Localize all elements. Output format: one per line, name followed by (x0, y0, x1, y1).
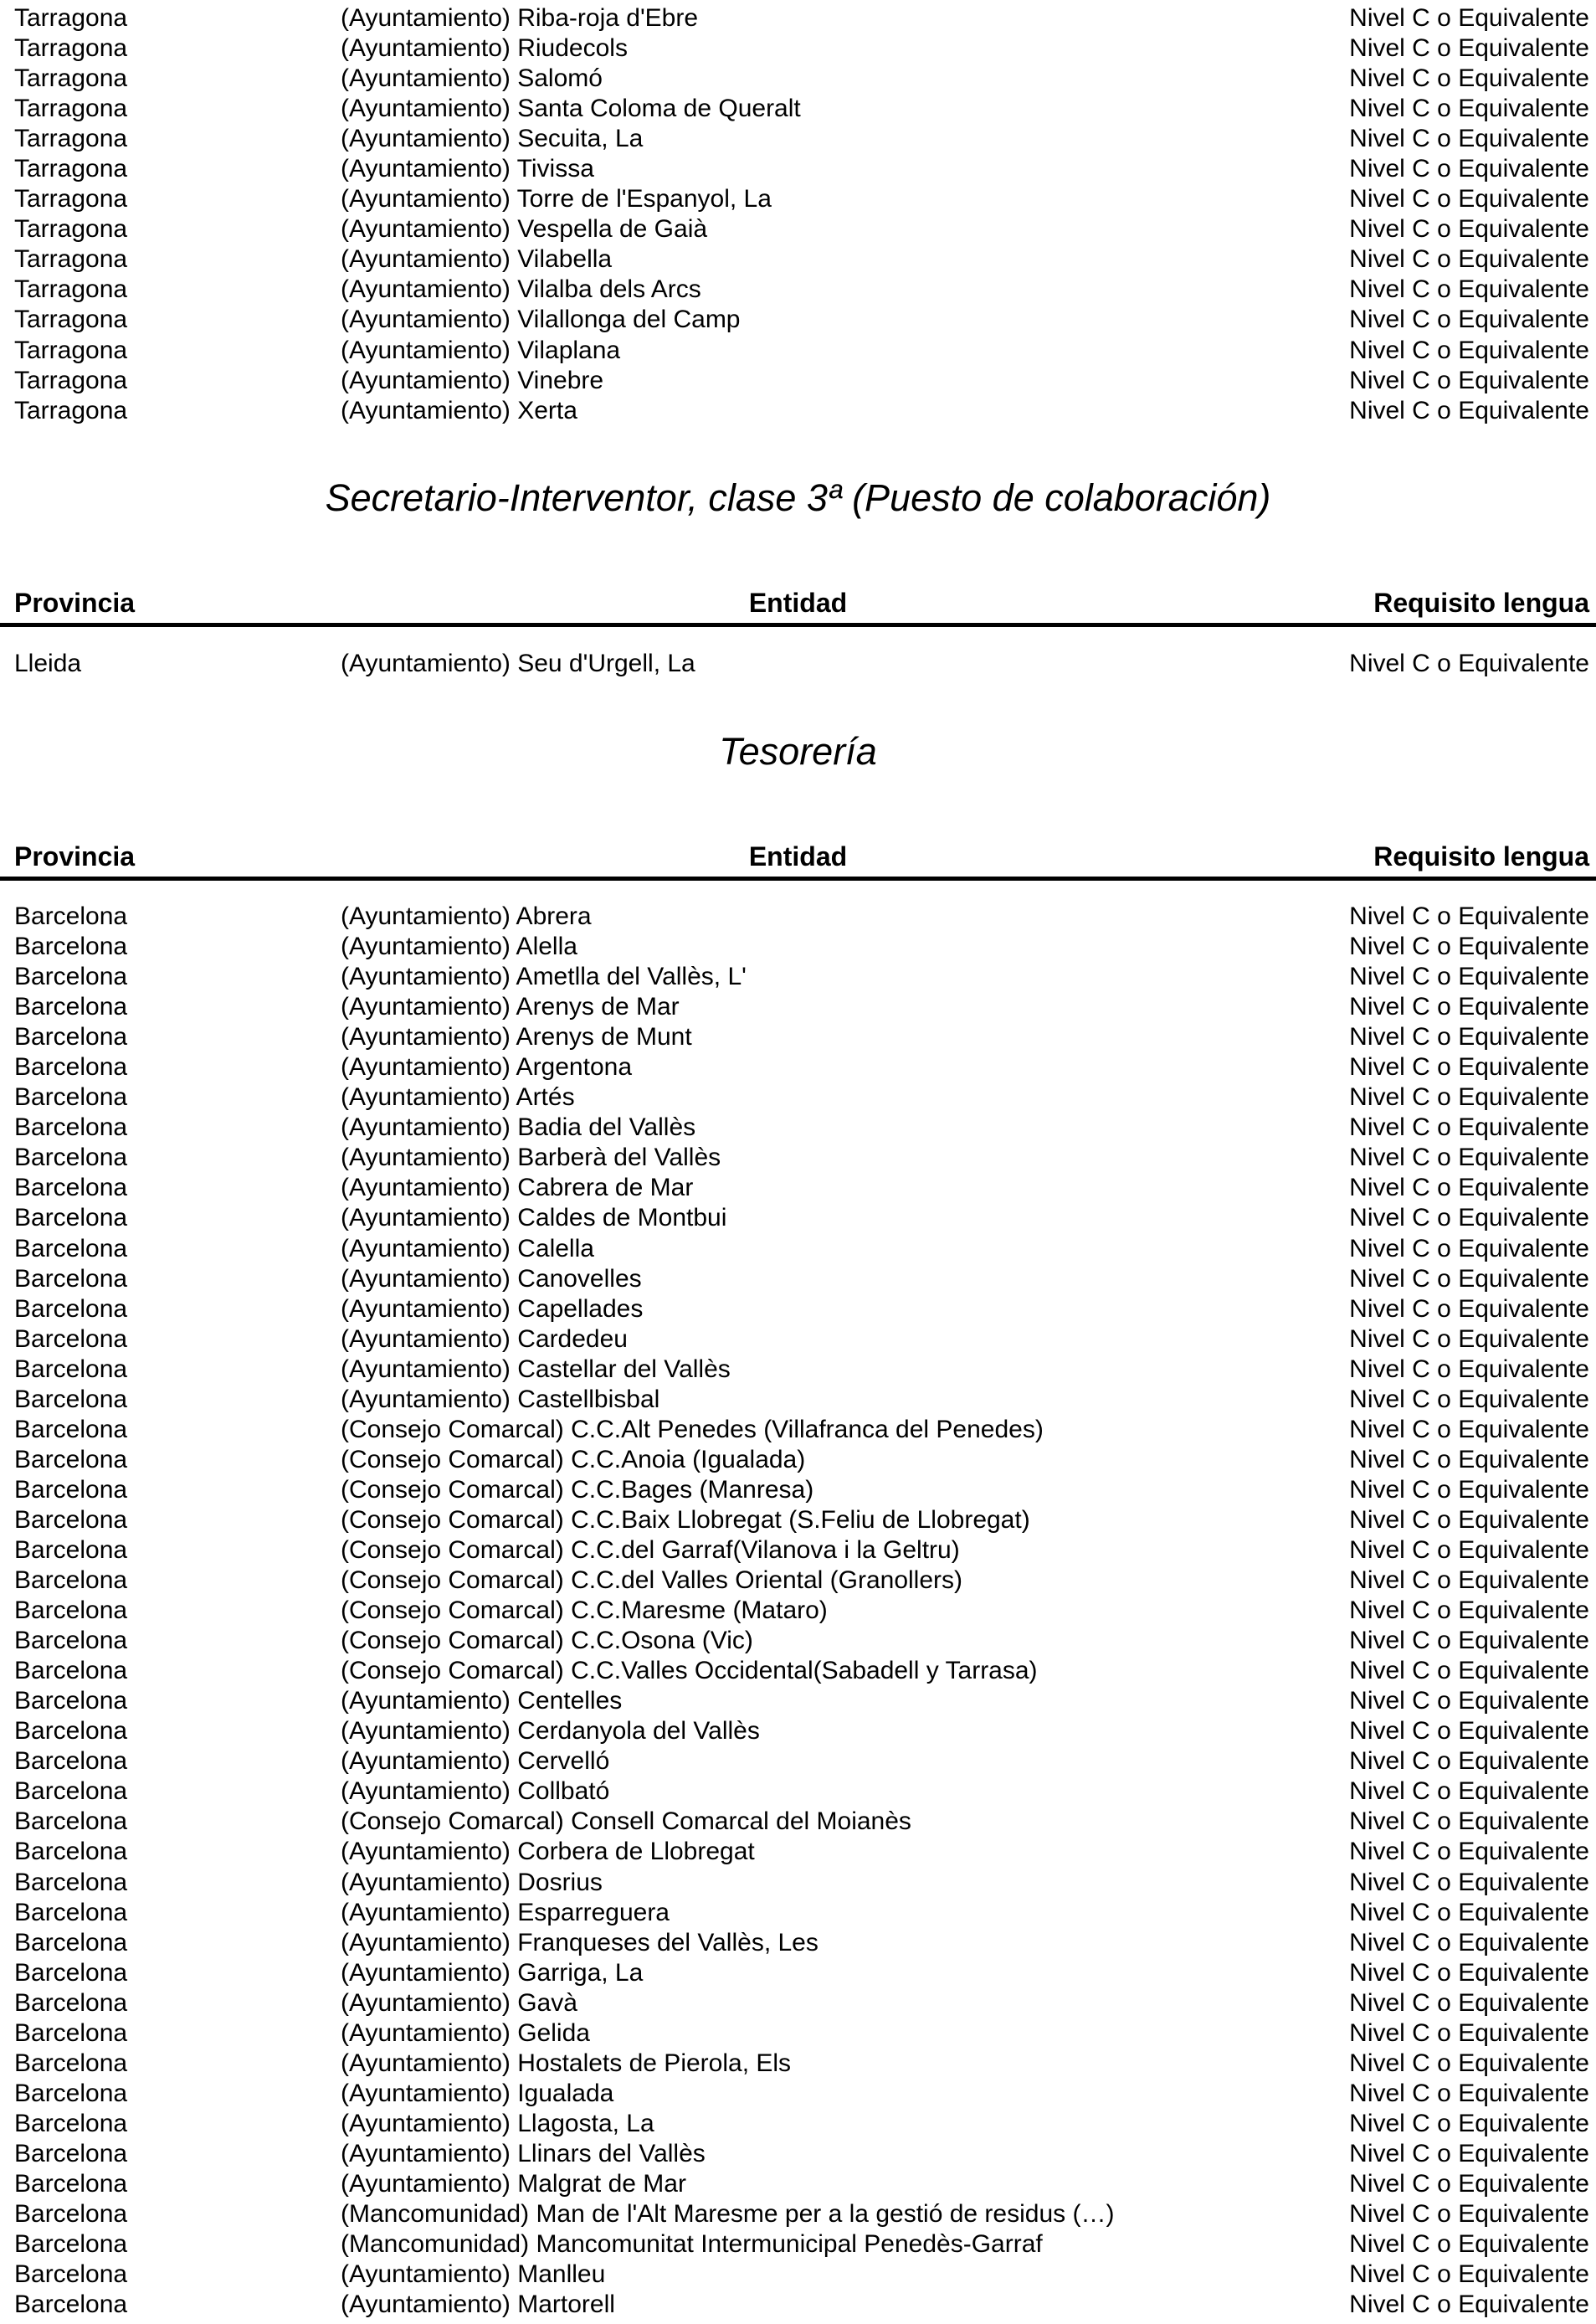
table-row (0, 336, 1596, 366)
cell-requisito: Nivel C o Equivalente (1349, 933, 1589, 961)
cell-entidad: (Ayuntamiento) Tivissa (341, 155, 594, 183)
table-row (0, 305, 1596, 335)
cell-requisito: Nivel C o Equivalente (1349, 1747, 1589, 1776)
cell-requisito: Nivel C o Equivalente (1349, 34, 1589, 63)
table-header-tesoreria (0, 840, 1596, 881)
cell-requisito: Nivel C o Equivalente (1349, 4, 1589, 32)
cell-requisito: Nivel C o Equivalente (1349, 125, 1589, 153)
cell-requisito: Nivel C o Equivalente (1349, 1898, 1589, 1926)
table-header-colaboracion (0, 586, 1596, 627)
cell-provincia: Tarragona (14, 275, 128, 304)
table-row (0, 2229, 1596, 2260)
cell-provincia: Tarragona (14, 336, 128, 364)
table-row (0, 1596, 1596, 1626)
cell-entidad: (Ayuntamiento) Gelida (341, 2018, 590, 2047)
cell-requisito: Nivel C o Equivalente (1349, 1807, 1589, 1836)
cell-provincia: Barcelona (14, 2291, 128, 2319)
cell-requisito: Nivel C o Equivalente (1349, 963, 1589, 991)
cell-entidad: (Ayuntamiento) Vespella de Gaià (341, 215, 708, 244)
cell-entidad: (Ayuntamiento) Martorell (341, 2291, 615, 2319)
table-row (0, 1746, 1596, 1776)
cell-requisito: Nivel C o Equivalente (1349, 2200, 1589, 2229)
cell-entidad: (Ayuntamiento) Llinars del Vallès (341, 2139, 706, 2167)
cell-provincia: Tarragona (14, 4, 128, 32)
table-row (0, 649, 1596, 679)
table-row (0, 1355, 1596, 1385)
cell-requisito: Nivel C o Equivalente (1349, 1204, 1589, 1232)
cell-provincia: Tarragona (14, 215, 128, 244)
cell-provincia: Barcelona (14, 1023, 128, 1051)
cell-requisito: Nivel C o Equivalente (1349, 366, 1589, 394)
cell-requisito: Nivel C o Equivalente (1349, 1053, 1589, 1082)
cell-provincia: Barcelona (14, 1807, 128, 1836)
cell-requisito: Nivel C o Equivalente (1349, 1113, 1589, 1142)
cell-requisito: Nivel C o Equivalente (1349, 1868, 1589, 1896)
table-row (0, 214, 1596, 244)
cell-entidad: (Ayuntamiento) Artés (341, 1083, 575, 1112)
table-row (0, 1626, 1596, 1656)
cell-requisito: Nivel C o Equivalente (1349, 1083, 1589, 1112)
cell-entidad: (Consejo Comarcal) C.C.Bages (Manresa) (341, 1475, 814, 1504)
cell-requisito: Nivel C o Equivalente (1349, 2169, 1589, 2198)
cell-requisito: Nivel C o Equivalente (1349, 1566, 1589, 1595)
cell-entidad: (Ayuntamiento) Torre de l'Espanyol, La (341, 185, 772, 213)
cell-provincia: Barcelona (14, 2109, 128, 2137)
cell-provincia: Tarragona (14, 125, 128, 153)
cell-entidad: (Consejo Comarcal) C.C.Alt Penedes (Villafranca del Penedes) (341, 1415, 1044, 1443)
cell-entidad: (Ayuntamiento) Vilabella (341, 245, 613, 274)
cell-requisito: Nivel C o Equivalente (1349, 155, 1589, 183)
section-title-tesoreria: Tesorería (719, 730, 877, 773)
table-row (0, 1415, 1596, 1445)
cell-provincia: Barcelona (14, 1717, 128, 1746)
cell-requisito: Nivel C o Equivalente (1349, 1535, 1589, 1564)
cell-entidad: (Ayuntamiento) Arenys de Mar (341, 993, 680, 1021)
cell-requisito: Nivel C o Equivalente (1349, 902, 1589, 930)
cell-requisito: Nivel C o Equivalente (1349, 1264, 1589, 1293)
table-row (0, 1868, 1596, 1898)
cell-requisito: Nivel C o Equivalente (1349, 1294, 1589, 1323)
cell-requisito: Nivel C o Equivalente (1349, 2291, 1589, 2319)
cell-requisito: Nivel C o Equivalente (1349, 1475, 1589, 1504)
cell-entidad: (Ayuntamiento) Gavà (341, 1988, 577, 2017)
cell-provincia: Tarragona (14, 396, 128, 424)
cell-provincia: Barcelona (14, 1475, 128, 1504)
cell-requisito: Nivel C o Equivalente (1349, 1958, 1589, 1987)
cell-provincia: Barcelona (14, 1596, 128, 1625)
cell-provincia: Barcelona (14, 1144, 128, 1172)
table-row (0, 1294, 1596, 1324)
cell-entidad: (Ayuntamiento) Franqueses del Vallès, Les (341, 1928, 819, 1956)
cell-provincia: Barcelona (14, 2049, 128, 2077)
cell-entidad: (Ayuntamiento) Dosrius (341, 1868, 603, 1896)
cell-entidad: (Ayuntamiento) Cabrera de Mar (341, 1174, 694, 1202)
table-row (0, 1475, 1596, 1505)
cell-entidad: (Ayuntamiento) Cerdanyola del Vallès (341, 1717, 760, 1746)
cell-entidad: (Ayuntamiento) Centelles (341, 1687, 623, 1715)
cell-provincia: Barcelona (14, 1234, 128, 1262)
cell-provincia: Barcelona (14, 1505, 128, 1534)
cell-requisito: Nivel C o Equivalente (1349, 1777, 1589, 1806)
cell-provincia: Tarragona (14, 155, 128, 183)
cell-provincia: Barcelona (14, 1958, 128, 1987)
cell-requisito: Nivel C o Equivalente (1349, 1717, 1589, 1746)
table-row (0, 154, 1596, 184)
cell-provincia: Tarragona (14, 366, 128, 394)
cell-entidad: (Ayuntamiento) Abrera (341, 902, 592, 930)
cell-entidad: (Ayuntamiento) Vinebre (341, 366, 604, 394)
cell-provincia: Barcelona (14, 1777, 128, 1806)
cell-provincia: Barcelona (14, 1627, 128, 1655)
table-row (0, 366, 1596, 396)
cell-provincia: Barcelona (14, 993, 128, 1021)
table-row (0, 1324, 1596, 1355)
header-provincia: Provincia (14, 588, 136, 618)
table-row (0, 3, 1596, 33)
cell-entidad: (Ayuntamiento) Collbató (341, 1777, 610, 1806)
cell-entidad: (Ayuntamiento) Llagosta, La (341, 2109, 654, 2137)
cell-entidad: (Ayuntamiento) Salomó (341, 64, 603, 93)
cell-provincia: Barcelona (14, 1838, 128, 1866)
cell-provincia: Tarragona (14, 185, 128, 213)
cell-requisito: Nivel C o Equivalente (1349, 185, 1589, 213)
cell-entidad: (Consejo Comarcal) C.C.del Valles Oriental (Granollers) (341, 1566, 963, 1595)
cell-requisito: Nivel C o Equivalente (1349, 306, 1589, 334)
cell-requisito: Nivel C o Equivalente (1349, 2109, 1589, 2137)
table-row (0, 1958, 1596, 1988)
cell-provincia: Barcelona (14, 1113, 128, 1142)
cell-entidad: (Ayuntamiento) Seu d'Urgell, La (341, 650, 695, 677)
cell-entidad: (Ayuntamiento) Argentona (341, 1053, 633, 1082)
cell-requisito: Nivel C o Equivalente (1349, 1385, 1589, 1413)
cell-provincia: Lleida (14, 650, 82, 677)
cell-provincia: Barcelona (14, 1174, 128, 1202)
cell-entidad: (Ayuntamiento) Vilalba dels Arcs (341, 275, 701, 304)
cell-entidad: (Consejo Comarcal) C.C.Valles Occidental(Sabadell y Tarrasa) (341, 1657, 1038, 1685)
cell-requisito: Nivel C o Equivalente (1349, 1627, 1589, 1655)
cell-entidad: (Ayuntamiento) Vilallonga del Camp (341, 306, 741, 334)
table-row (0, 1716, 1596, 1746)
cell-requisito: Nivel C o Equivalente (1349, 95, 1589, 123)
table-row (0, 1505, 1596, 1535)
cell-requisito: Nivel C o Equivalente (1349, 1415, 1589, 1443)
cell-provincia: Barcelona (14, 963, 128, 991)
cell-provincia: Barcelona (14, 1566, 128, 1595)
table-row (0, 2049, 1596, 2079)
cell-entidad: (Consejo Comarcal) C.C.Maresme (Mataro) (341, 1596, 828, 1625)
table-row (0, 2290, 1596, 2320)
cell-provincia: Barcelona (14, 2260, 128, 2289)
cell-entidad: (Ayuntamiento) Canovelles (341, 1264, 642, 1293)
cell-requisito: Nivel C o Equivalente (1349, 2018, 1589, 2047)
cell-entidad: (Ayuntamiento) Malgrat de Mar (341, 2169, 686, 2198)
cell-provincia: Tarragona (14, 64, 128, 93)
cell-entidad: (Ayuntamiento) Castellar del Vallès (341, 1355, 731, 1383)
cell-entidad: (Ayuntamiento) Castellbisbal (341, 1385, 660, 1413)
table-row (0, 33, 1596, 64)
cell-provincia: Barcelona (14, 1445, 128, 1473)
table-row (0, 1928, 1596, 1958)
cell-requisito: Nivel C o Equivalente (1349, 336, 1589, 364)
table-row (0, 2018, 1596, 2049)
cell-provincia: Barcelona (14, 1898, 128, 1926)
cell-provincia: Tarragona (14, 306, 128, 334)
cell-provincia: Barcelona (14, 1535, 128, 1564)
cell-entidad: (Consejo Comarcal) Consell Comarcal del Moianès (341, 1807, 911, 1836)
table-row (0, 64, 1596, 94)
table-row (0, 1686, 1596, 1716)
cell-provincia: Barcelona (14, 2200, 128, 2229)
cell-provincia: Barcelona (14, 1083, 128, 1112)
table-row (0, 124, 1596, 154)
cell-entidad: (Ayuntamiento) Riudecols (341, 34, 628, 63)
cell-entidad: (Ayuntamiento) Garriga, La (341, 1958, 644, 1987)
cell-entidad: (Ayuntamiento) Ametlla del Vallès, L' (341, 963, 747, 991)
cell-requisito: Nivel C o Equivalente (1349, 1687, 1589, 1715)
cell-provincia: Barcelona (14, 1415, 128, 1443)
cell-entidad: (Ayuntamiento) Calella (341, 1234, 594, 1262)
cell-entidad: (Ayuntamiento) Capellades (341, 1294, 644, 1323)
cell-entidad: (Ayuntamiento) Hostalets de Pierola, Els (341, 2049, 792, 2077)
cell-provincia: Barcelona (14, 1204, 128, 1232)
table-row (0, 2139, 1596, 2169)
colaboracion-rows (0, 649, 1596, 679)
table-row (0, 184, 1596, 214)
cell-entidad: (Ayuntamiento) Corbera de Llobregat (341, 1838, 755, 1866)
top-rows (0, 3, 1596, 426)
cell-entidad: (Ayuntamiento) Arenys de Munt (341, 1023, 692, 1051)
cell-provincia: Barcelona (14, 1747, 128, 1776)
table-row (0, 1566, 1596, 1596)
cell-entidad: (Ayuntamiento) Caldes de Montbui (341, 1204, 727, 1232)
cell-provincia: Barcelona (14, 2230, 128, 2259)
cell-provincia: Barcelona (14, 2079, 128, 2107)
cell-entidad: (Mancomunidad) Man de l'Alt Maresme per a la gestió de residus (…) (341, 2200, 1115, 2229)
table-row (0, 1113, 1596, 1143)
cell-requisito: Nivel C o Equivalente (1349, 396, 1589, 424)
table-row (0, 1837, 1596, 1867)
cell-provincia: Barcelona (14, 1264, 128, 1293)
table-row (0, 902, 1596, 932)
cell-entidad: (Ayuntamiento) Igualada (341, 2079, 614, 2107)
cell-entidad: (Ayuntamiento) Manlleu (341, 2260, 606, 2289)
cell-entidad: (Consejo Comarcal) C.C.Osona (Vic) (341, 1627, 753, 1655)
cell-provincia: Barcelona (14, 1294, 128, 1323)
table-row (0, 244, 1596, 275)
cell-requisito: Nivel C o Equivalente (1349, 2079, 1589, 2107)
table-row (0, 1898, 1596, 1928)
table-row (0, 1656, 1596, 1686)
cell-requisito: Nivel C o Equivalente (1349, 1234, 1589, 1262)
table-row (0, 1173, 1596, 1203)
cell-provincia: Barcelona (14, 2139, 128, 2167)
table-row (0, 962, 1596, 992)
table-row (0, 2199, 1596, 2229)
cell-requisito: Nivel C o Equivalente (1349, 1355, 1589, 1383)
cell-requisito: Nivel C o Equivalente (1349, 1596, 1589, 1625)
table-row (0, 1264, 1596, 1294)
cell-requisito: Nivel C o Equivalente (1349, 1144, 1589, 1172)
cell-provincia: Tarragona (14, 34, 128, 63)
table-row (0, 396, 1596, 426)
cell-requisito: Nivel C o Equivalente (1349, 1174, 1589, 1202)
cell-provincia: Barcelona (14, 1988, 128, 2017)
cell-entidad: (Ayuntamiento) Esparreguera (341, 1898, 670, 1926)
cell-entidad: (Ayuntamiento) Riba-roja d'Ebre (341, 4, 699, 32)
cell-provincia: Barcelona (14, 1053, 128, 1082)
cell-provincia: Barcelona (14, 1324, 128, 1353)
table-row (0, 1385, 1596, 1415)
cell-requisito: Nivel C o Equivalente (1349, 64, 1589, 93)
cell-provincia: Barcelona (14, 933, 128, 961)
cell-entidad: (Ayuntamiento) Alella (341, 933, 577, 961)
cell-entidad: (Mancomunidad) Mancomunitat Intermunicipal Penedès-Garraf (341, 2230, 1043, 2259)
cell-provincia: Barcelona (14, 2169, 128, 2198)
table-row (0, 2260, 1596, 2290)
cell-provincia: Barcelona (14, 1687, 128, 1715)
table-row (0, 1203, 1596, 1233)
cell-provincia: Barcelona (14, 1355, 128, 1383)
table-row (0, 1143, 1596, 1173)
table-row (0, 1535, 1596, 1566)
cell-requisito: Nivel C o Equivalente (1349, 215, 1589, 244)
table-row (0, 2109, 1596, 2139)
cell-requisito: Nivel C o Equivalente (1349, 2230, 1589, 2259)
table-row (0, 1776, 1596, 1807)
table-row (0, 1807, 1596, 1837)
table-row (0, 1022, 1596, 1052)
cell-requisito: Nivel C o Equivalente (1349, 1928, 1589, 1956)
cell-requisito: Nivel C o Equivalente (1349, 993, 1589, 1021)
cell-provincia: Barcelona (14, 1657, 128, 1685)
header-provincia: Provincia (14, 841, 136, 872)
cell-requisito: Nivel C o Equivalente (1349, 1838, 1589, 1866)
table-row (0, 1234, 1596, 1264)
cell-requisito: Nivel C o Equivalente (1349, 245, 1589, 274)
table-row (0, 2169, 1596, 2199)
cell-entidad: (Ayuntamiento) Santa Coloma de Queralt (341, 95, 801, 123)
cell-requisito: Nivel C o Equivalente (1349, 1023, 1589, 1051)
cell-provincia: Barcelona (14, 2018, 128, 2047)
table-row (0, 275, 1596, 305)
cell-entidad: (Ayuntamiento) Cardedeu (341, 1324, 628, 1353)
cell-requisito: Nivel C o Equivalente (1349, 1324, 1589, 1353)
cell-entidad: (Ayuntamiento) Xerta (341, 396, 577, 424)
tesoreria-rows (0, 902, 1596, 2320)
table-row (0, 2079, 1596, 2109)
cell-provincia: Tarragona (14, 95, 128, 123)
table-row (0, 932, 1596, 962)
cell-provincia: Barcelona (14, 1868, 128, 1896)
cell-entidad: (Consejo Comarcal) C.C.del Garraf(Vilanova i la Geltru) (341, 1535, 960, 1564)
cell-provincia: Tarragona (14, 245, 128, 274)
table-row (0, 1052, 1596, 1082)
cell-requisito: Nivel C o Equivalente (1349, 1505, 1589, 1534)
section-title-colaboracion: Secretario-Interventor, clase 3ª (Puesto de colaboración) (325, 476, 1271, 519)
cell-requisito: Nivel C o Equivalente (1349, 1657, 1589, 1685)
cell-entidad: (Ayuntamiento) Vilaplana (341, 336, 621, 364)
cell-provincia: Barcelona (14, 1928, 128, 1956)
cell-provincia: Barcelona (14, 902, 128, 930)
table-row (0, 1445, 1596, 1475)
cell-entidad: (Ayuntamiento) Cervelló (341, 1747, 610, 1776)
cell-entidad: (Ayuntamiento) Badia del Vallès (341, 1113, 696, 1142)
table-row (0, 1082, 1596, 1113)
cell-entidad: (Consejo Comarcal) C.C.Anoia (Igualada) (341, 1445, 806, 1473)
table-row (0, 94, 1596, 124)
header-entidad: Entidad (748, 841, 848, 872)
cell-entidad: (Consejo Comarcal) C.C.Baix Llobregat (S.Feliu de Llobregat) (341, 1505, 1030, 1534)
cell-entidad: (Ayuntamiento) Barberà del Vallès (341, 1144, 721, 1172)
cell-entidad: (Ayuntamiento) Secuita, La (341, 125, 644, 153)
cell-requisito: Nivel C o Equivalente (1349, 2260, 1589, 2289)
table-row (0, 992, 1596, 1022)
header-requisito: Requisito lengua (1373, 588, 1589, 618)
cell-requisito: Nivel C o Equivalente (1349, 1988, 1589, 2017)
header-entidad: Entidad (748, 588, 848, 618)
header-requisito: Requisito lengua (1373, 841, 1589, 872)
cell-requisito: Nivel C o Equivalente (1349, 1445, 1589, 1473)
table-row (0, 1988, 1596, 2018)
cell-requisito: Nivel C o Equivalente (1349, 650, 1589, 677)
cell-requisito: Nivel C o Equivalente (1349, 2049, 1589, 2077)
cell-requisito: Nivel C o Equivalente (1349, 2139, 1589, 2167)
cell-provincia: Barcelona (14, 1385, 128, 1413)
cell-requisito: Nivel C o Equivalente (1349, 275, 1589, 304)
